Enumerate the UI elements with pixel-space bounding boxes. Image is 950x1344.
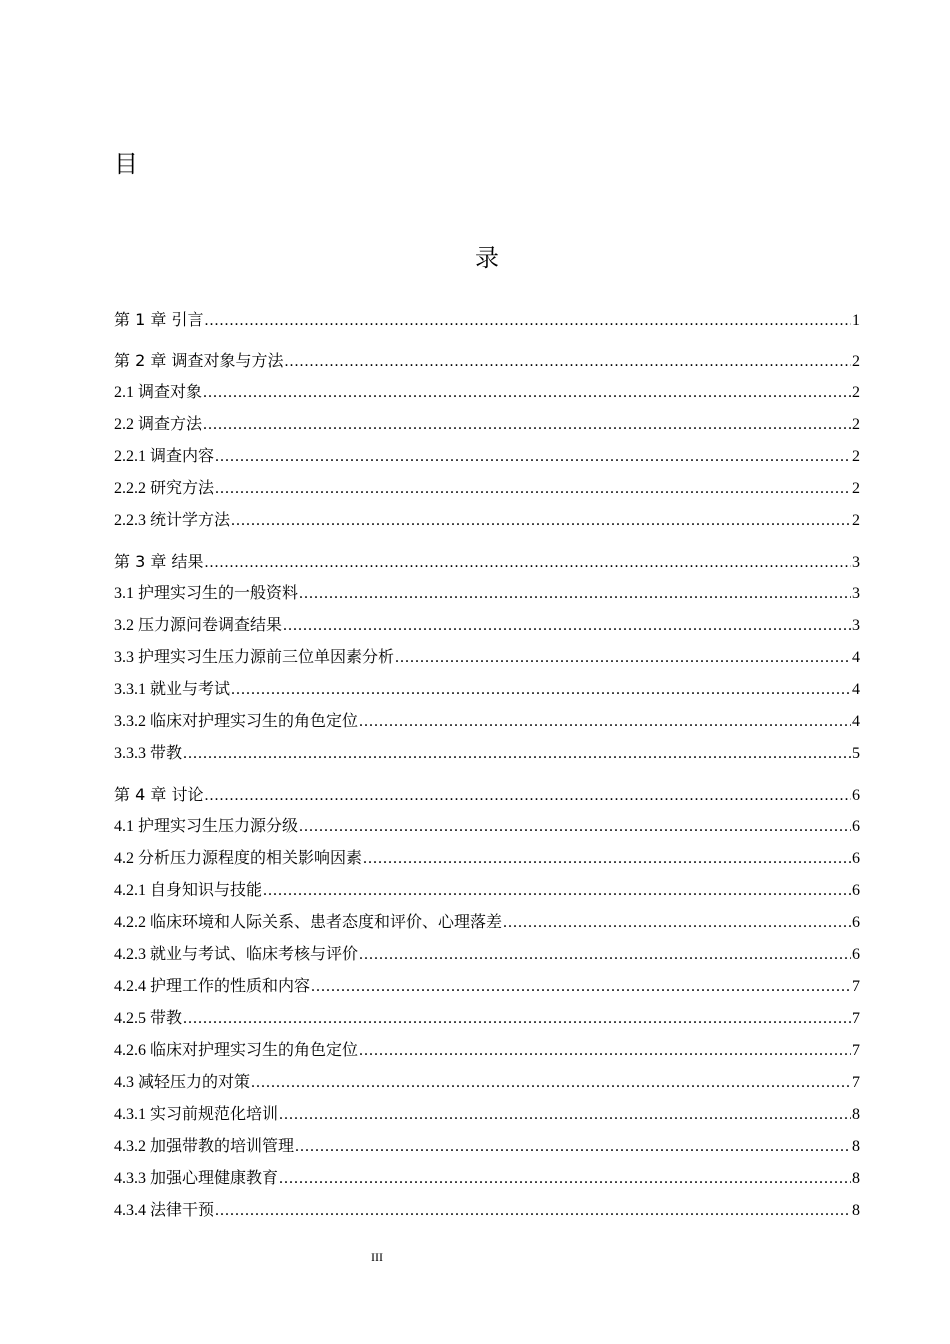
toc-entry-page: 4 (852, 681, 860, 698)
toc-section-entry[interactable] (114, 441, 860, 473)
toc-entry-page: 7 (852, 1074, 860, 1091)
toc-section-entry[interactable] (114, 377, 860, 409)
toc-entry-page: 6 (852, 914, 860, 931)
toc-entry-label: 4.2 分析压力源程度的相关影响因素 (114, 850, 363, 867)
toc-entry-page: 3 (852, 585, 860, 602)
toc-entry-page: 2 (852, 480, 860, 497)
toc-entry-label: 4.1 护理实习生压力源分级 (114, 818, 299, 835)
toc-entry-label: 3.3.2 临床对护理实习生的角色定位 (114, 713, 359, 730)
toc-entry-page: 5 (852, 745, 860, 762)
toc-section-entry[interactable] (114, 1035, 860, 1067)
toc-section-entry[interactable] (114, 738, 860, 770)
toc-section-entry[interactable] (114, 875, 860, 907)
toc-entry-label: 2.2.2 研究方法 (114, 480, 215, 497)
toc-leader-dots (204, 547, 851, 579)
toc-leader-dots (204, 780, 851, 812)
toc-entry-page: 8 (852, 1202, 860, 1219)
toc-title-part-1: 目 (114, 150, 138, 178)
toc-entry-label: 4.3.1 实习前规范化培训 (114, 1106, 279, 1123)
toc-entry-page: 2 (852, 353, 860, 370)
toc-entry-page: 7 (852, 1010, 860, 1027)
toc-entry-label: 4.3 减轻压力的对策 (114, 1074, 251, 1091)
toc-chapter-entry[interactable] (114, 546, 860, 578)
toc-leader-dots (215, 473, 851, 505)
toc-entry-label: 4.3.4 法律干预 (114, 1202, 215, 1219)
toc-leader-dots (215, 1195, 851, 1227)
toc-leader-dots (279, 1099, 851, 1131)
toc-title-part-2: 录 (475, 244, 499, 272)
toc-leader-dots (283, 610, 851, 642)
toc-leader-dots (204, 305, 851, 337)
toc-entry-page: 4 (852, 713, 860, 730)
toc-leader-dots (311, 971, 851, 1003)
toc-leader-dots (203, 409, 851, 441)
toc-leader-dots (359, 706, 851, 738)
toc-entry-page: 4 (852, 649, 860, 666)
toc-leader-dots (359, 1035, 851, 1067)
toc-leader-dots (503, 907, 851, 939)
toc-chapter-entry[interactable] (114, 779, 860, 811)
toc-section-entry[interactable] (114, 1163, 860, 1195)
toc-entry-label: 3.3.3 带教 (114, 745, 183, 762)
toc-section-entry[interactable] (114, 1195, 860, 1227)
toc-section-entry[interactable] (114, 843, 860, 875)
toc-leader-dots (203, 377, 851, 409)
toc-leader-dots (251, 1067, 851, 1099)
toc-entry-page: 7 (852, 1042, 860, 1059)
toc-leader-dots (263, 875, 851, 907)
toc-section-entry[interactable] (114, 1067, 860, 1099)
toc-section-entry[interactable] (114, 939, 860, 971)
toc-entry-page: 8 (852, 1106, 860, 1123)
toc-section-entry[interactable] (114, 505, 860, 537)
toc-section-entry[interactable] (114, 610, 860, 642)
toc-section-entry[interactable] (114, 1003, 860, 1035)
toc-entry-page: 2 (852, 512, 860, 529)
toc-entry-page: 7 (852, 978, 860, 995)
toc-chapter-entry[interactable] (114, 304, 860, 336)
toc-entry-label: 3.3.1 就业与考试 (114, 681, 231, 698)
toc-leader-dots (231, 674, 851, 706)
toc-leader-dots (231, 505, 851, 537)
page-number: III (371, 1250, 383, 1264)
toc-entry-label: 4.3.2 加强带教的培训管理 (114, 1138, 295, 1155)
toc-entry-label: 2.2 调查方法 (114, 416, 203, 433)
toc-entry-label: 4.2.4 护理工作的性质和内容 (114, 978, 311, 995)
toc-leader-dots (295, 1131, 851, 1163)
toc-entry-page: 6 (852, 850, 860, 867)
toc-section-entry[interactable] (114, 674, 860, 706)
toc-leader-dots (359, 939, 851, 971)
toc-entry-page: 8 (852, 1170, 860, 1187)
toc-leader-dots (363, 843, 851, 875)
toc-entry-label: 4.2.6 临床对护理实习生的角色定位 (114, 1042, 359, 1059)
toc-entry-page: 6 (852, 882, 860, 899)
toc-entry-label: 3.1 护理实习生的一般资料 (114, 585, 299, 602)
toc-section-entry[interactable] (114, 473, 860, 505)
toc-leader-dots (279, 1163, 851, 1195)
toc-entry-label: 2.2.3 统计学方法 (114, 512, 231, 529)
toc-entry-label: 第 2 章 调查对象与方法 (114, 351, 284, 370)
toc-entry-label: 4.2.5 带教 (114, 1010, 183, 1027)
toc-entry-label: 4.3.3 加强心理健康教育 (114, 1170, 279, 1187)
toc-entry-label: 4.2.3 就业与考试、临床考核与评价 (114, 946, 359, 963)
toc-entry-page: 3 (852, 617, 860, 634)
toc-leader-dots (299, 811, 851, 843)
toc-entry-page: 6 (852, 787, 860, 804)
toc-entry-label: 第 3 章 结果 (114, 552, 204, 571)
toc-entry-page: 6 (852, 818, 860, 835)
toc-entry-label: 第 4 章 讨论 (114, 785, 204, 804)
toc-section-entry[interactable] (114, 706, 860, 738)
toc-entry-page: 2 (852, 416, 860, 433)
toc-section-entry[interactable] (114, 811, 860, 843)
toc-entry-page: 6 (852, 946, 860, 963)
toc-entry-label: 4.2.1 自身知识与技能 (114, 882, 263, 899)
toc-entry-page: 3 (852, 554, 860, 571)
toc-section-entry[interactable] (114, 642, 860, 674)
toc-entry-label: 3.2 压力源问卷调查结果 (114, 617, 283, 634)
toc-section-entry[interactable] (114, 1131, 860, 1163)
toc-section-entry[interactable] (114, 578, 860, 610)
toc-leader-dots (183, 738, 851, 770)
toc-section-entry[interactable] (114, 907, 860, 939)
table-of-contents (114, 304, 860, 1227)
toc-entry-label: 4.2.2 临床环境和人际关系、患者态度和评价、心理落差 (114, 914, 503, 931)
toc-section-entry[interactable] (114, 1099, 860, 1131)
toc-section-entry[interactable] (114, 971, 860, 1003)
toc-entry-label: 2.1 调查对象 (114, 384, 203, 401)
toc-entry-label: 2.2.1 调查内容 (114, 448, 215, 465)
toc-section-entry[interactable] (114, 409, 860, 441)
toc-leader-dots (299, 578, 851, 610)
toc-leader-dots (183, 1003, 851, 1035)
toc-leader-dots (215, 441, 851, 473)
toc-entry-label: 第 1 章 引言 (114, 310, 204, 329)
toc-entry-label: 3.3 护理实习生压力源前三位单因素分析 (114, 649, 395, 666)
toc-leader-dots (284, 346, 851, 378)
toc-leader-dots (395, 642, 851, 674)
toc-chapter-entry[interactable] (114, 345, 860, 377)
toc-entry-page: 1 (852, 312, 860, 329)
toc-entry-page: 2 (852, 448, 860, 465)
toc-entry-page: 8 (852, 1138, 860, 1155)
toc-entry-page: 2 (852, 384, 860, 401)
